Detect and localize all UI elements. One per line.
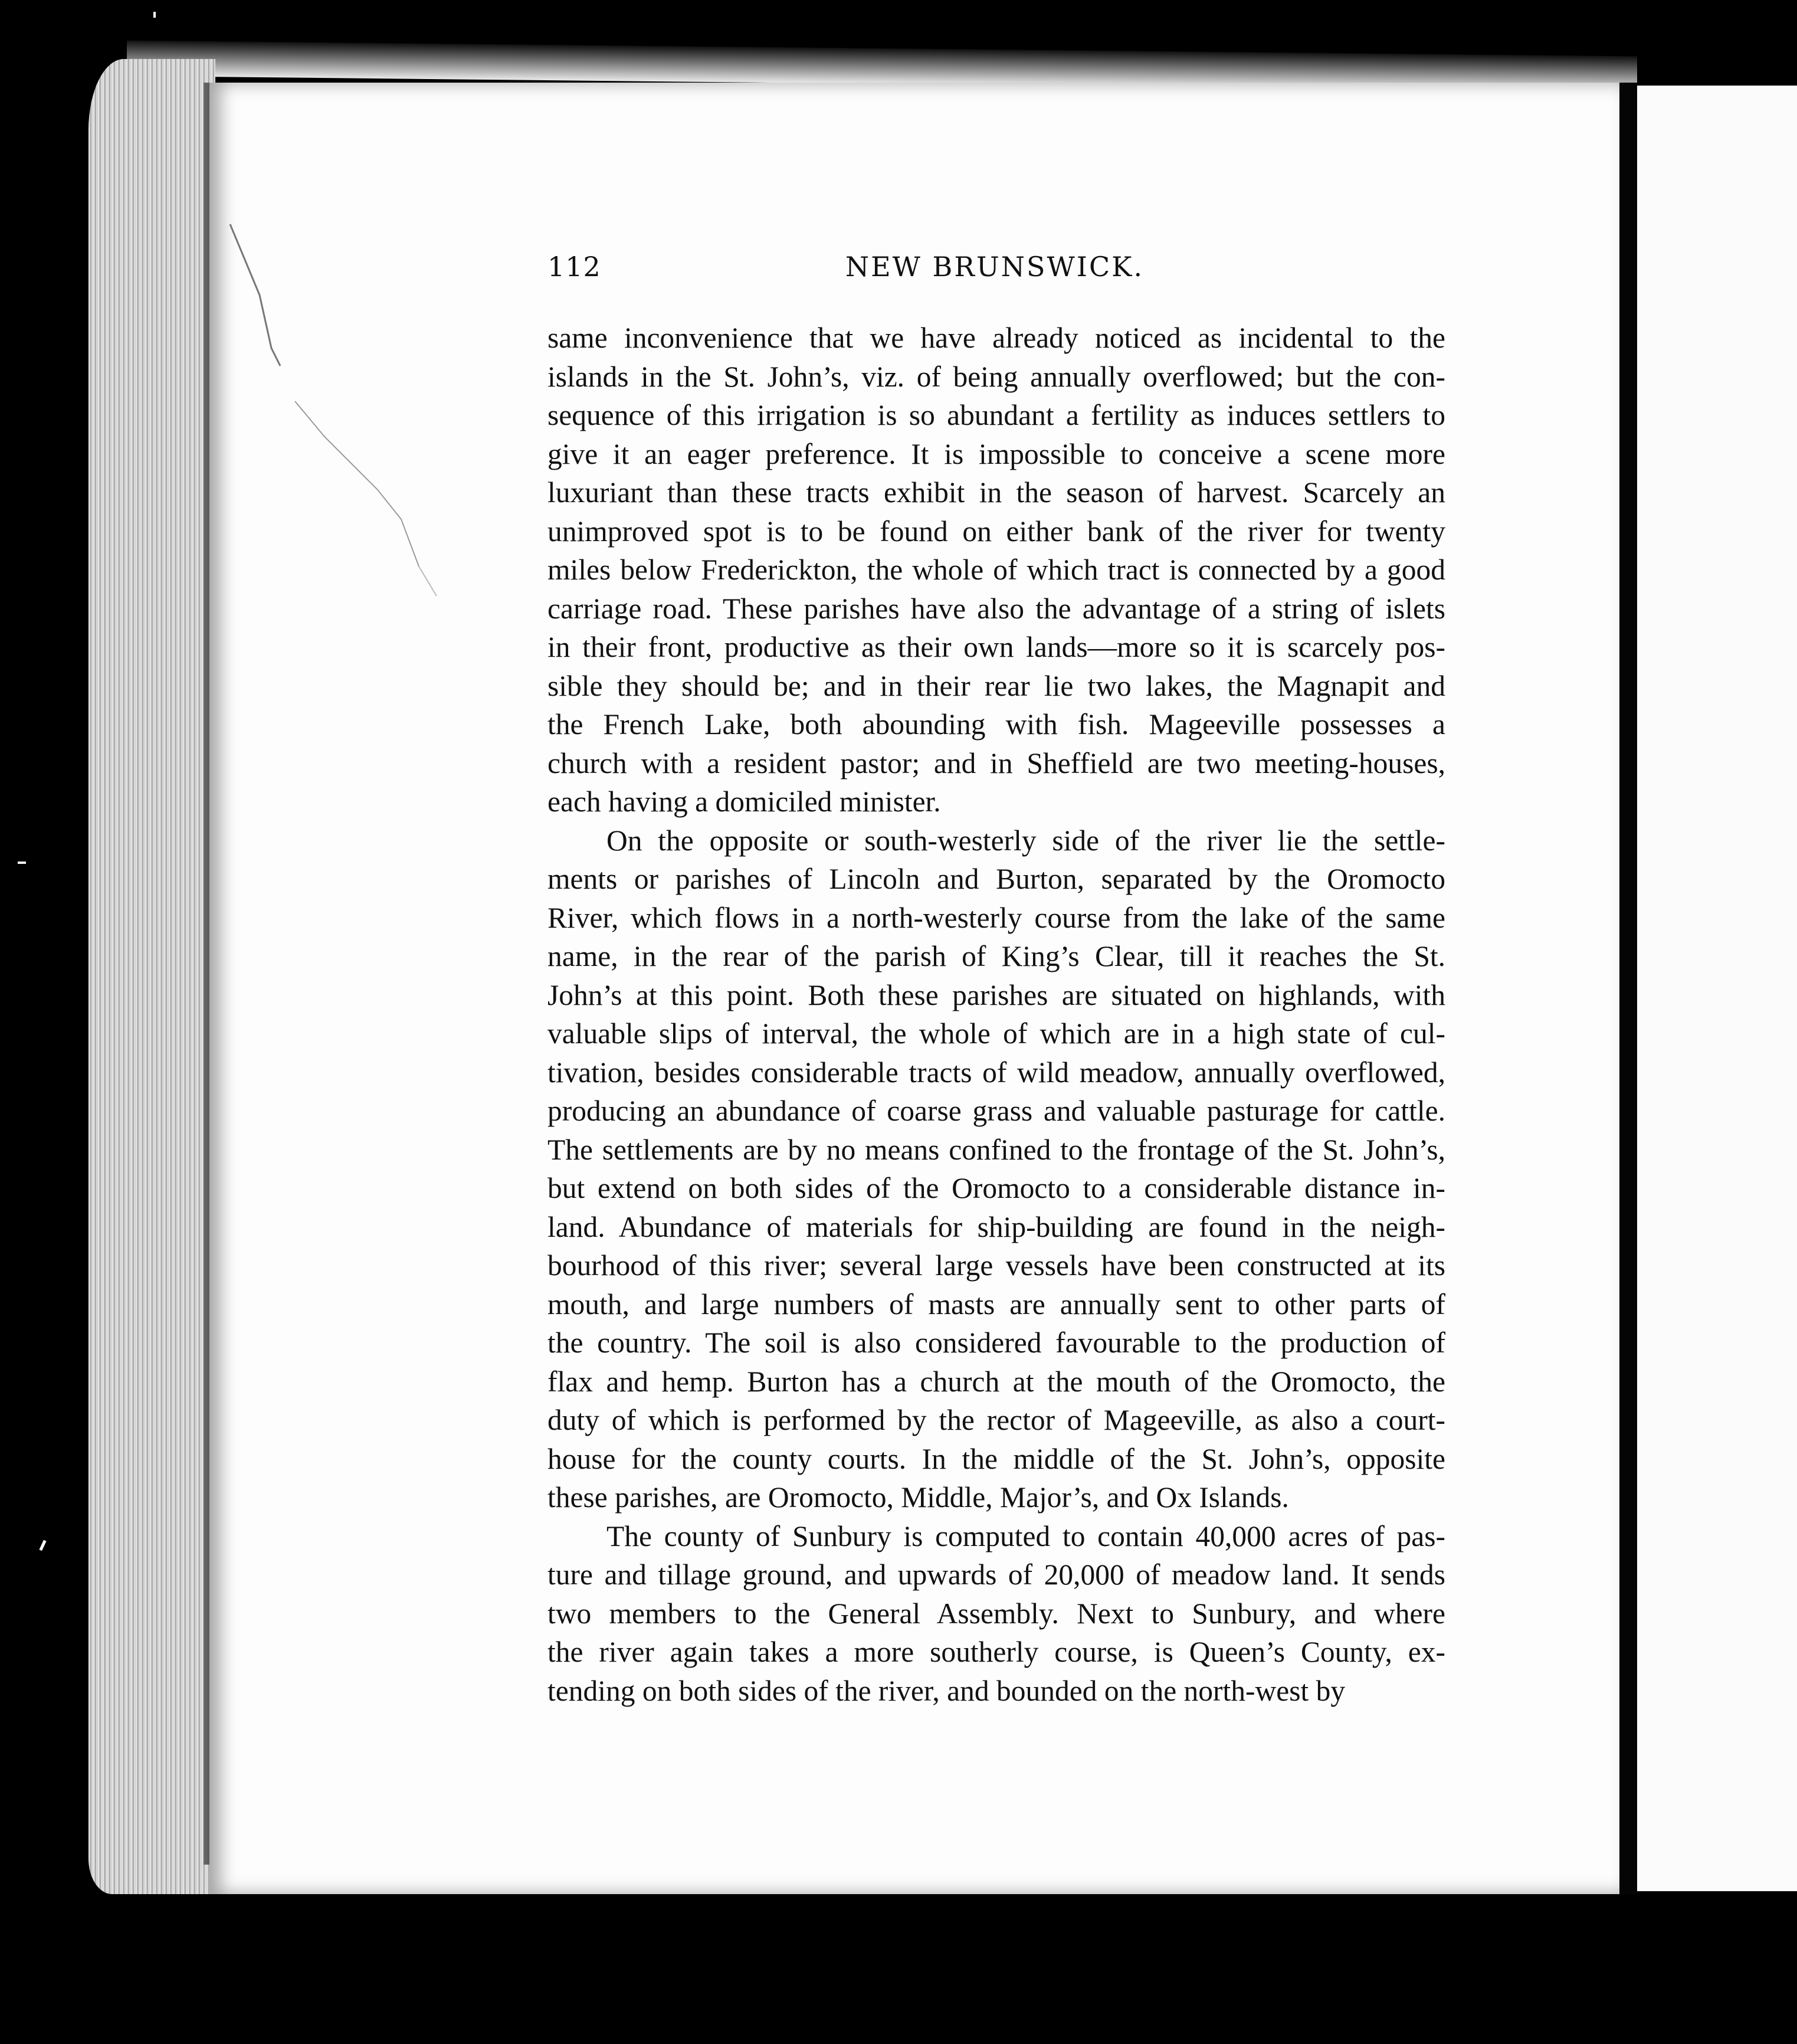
text-line: ments or parishes of Lincoln and Burton, separated by the Oromocto (547, 863, 1445, 895)
text-line: two members to the General Assembly. Next to Sunbury, and where (547, 1597, 1445, 1630)
text-line: give it an eager preference. It is impossible to conceive a scene more (547, 437, 1445, 470)
page-stack-edges (88, 59, 215, 1894)
text-line: sible they should be; and in their rear lie two lakes, the Magnapit and (547, 669, 1445, 702)
text-line: islands in the St. John’s, viz. of being annually overflowed; but the con- (547, 360, 1445, 393)
scan-speck (153, 12, 156, 18)
text-line: luxuriant than these tracts exhibit in the season of harvest. Scarcely an (547, 476, 1445, 509)
paragraph (547, 319, 1445, 821)
text-line: John’s at this point. Both these parishes are situated on highlands, with (547, 978, 1445, 1011)
text-line: same inconvenience that we have already noticed as incidental to the (547, 322, 1445, 354)
text-line: the French Lake, both abounding with fish. Mageeville possesses a (547, 708, 1445, 741)
text-line: mouth, and large numbers of masts are annually sent to other parts of (547, 1288, 1445, 1321)
text-line: church with a resident pastor; and in Sheffield are two meeting-houses, (547, 746, 1445, 779)
text-line: flax and hemp. Burton has a church at the mouth of the Oromocto, the (547, 1365, 1445, 1398)
text-line: River, which flows in a north-westerly course from the lake of the same (547, 901, 1445, 934)
text-line: in their front, productive as their own lands—more so it is scarcely pos- (547, 631, 1445, 663)
text-line: miles below Frederickton, the whole of which tract is connected by a good (547, 553, 1445, 586)
text-line: duty of which is performed by the rector of Mageeville, as also a court- (547, 1404, 1445, 1436)
text-line: ture and tillage ground, and upwards of 20,000 of meadow land. It sends (547, 1558, 1445, 1591)
text-line: The settlements are by no means confined to the frontage of the St. John’s, (547, 1133, 1445, 1166)
paragraph (547, 821, 1445, 1517)
text-line: tending on both sides of the river, and bounded on the north-west by (547, 1674, 1346, 1707)
text-line: house for the county courts. In the middle of the St. John’s, opposite (547, 1442, 1445, 1475)
page-number: 112 (547, 251, 601, 283)
text-line: bourhood of this river; several large vessels have been constructed at its (547, 1249, 1445, 1282)
text-line: name, in the rear of the parish of King’s Clear, till it reaches the St. (547, 940, 1445, 972)
text-line: the river again takes a more southerly course, is Queen’s County, ex- (547, 1636, 1445, 1668)
text-line: the country. The soil is also considered favourable to the production of (547, 1326, 1445, 1359)
book-gutter (1619, 83, 1637, 1894)
text-line: The county of Sunbury is computed to contain 40,000 acres of pas- (606, 1519, 1445, 1552)
text-line: land. Abundance of materials for ship-building are found in the neigh- (547, 1210, 1445, 1243)
text-line: each having a domiciled minister. (547, 785, 941, 818)
text-line: but extend on both sides of the Oromocto to a considerable distance in- (547, 1172, 1445, 1204)
scan-speck (18, 862, 26, 864)
text-line: unimproved spot is to be found on either bank of the river for twenty (547, 515, 1445, 548)
text-line: tivation, besides considerable tracts of wild meadow, annually overflowed, (547, 1056, 1445, 1089)
body-text (547, 319, 1445, 1710)
text-line: On the opposite or south-westerly side of the river lie the settle- (606, 824, 1445, 857)
text-line: these parishes, are Oromocto, Middle, Major’s, and Ox Islands. (547, 1481, 1289, 1514)
text-line: sequence of this irrigation is so abundant a fertility as induces settlers to (547, 399, 1445, 431)
running-head (547, 251, 1442, 286)
text-line: carriage road. These parishes have also the advantage of a string of islets (547, 592, 1445, 625)
paragraph (547, 1517, 1445, 1711)
text-line: producing an abundance of coarse grass and valuable pasturage for cattle. (547, 1095, 1445, 1127)
text-line: valuable slips of interval, the whole of which are in a high state of cul- (547, 1017, 1445, 1050)
opposite-page-edge (1637, 86, 1797, 1891)
scan-speck (39, 1540, 46, 1551)
page-title: NEW BRUNSWICK. (845, 251, 1145, 283)
